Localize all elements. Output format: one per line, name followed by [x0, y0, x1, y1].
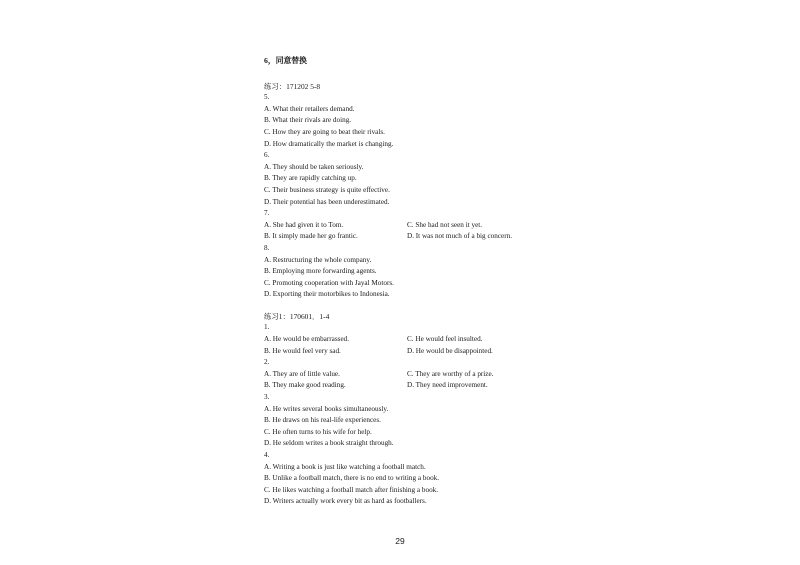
- question-number: 5.: [264, 93, 270, 102]
- option-text: C. He would feel insulted.: [407, 335, 483, 344]
- section-title: 6，同意替换: [264, 56, 307, 65]
- question-number: 1.: [264, 323, 270, 332]
- option-row: [264, 220, 564, 232]
- option-text: A. He would be embarrassed.: [264, 335, 350, 344]
- option-text: D. Exporting their motorbikes to Indonesia.: [264, 290, 390, 299]
- question-number: 4.: [264, 451, 270, 459]
- option-row: [264, 380, 564, 392]
- question-number: 8.: [264, 243, 270, 252]
- option-text: B. It simply made her go frantic.: [264, 232, 358, 241]
- option-text: C. He likes watching a football match after finishing a book.: [264, 485, 439, 494]
- option-text: D. How dramatically the market is changing.: [264, 139, 394, 148]
- option-text: D. It was not much of a big concern.: [407, 232, 512, 241]
- question-number: 2.: [264, 358, 270, 367]
- option-text: B. They make good reading.: [264, 381, 346, 390]
- page-content: [264, 55, 564, 508]
- option-text: C. They are worthy of a prize.: [407, 369, 494, 378]
- option-text: A. They should be taken seriously.: [264, 162, 364, 171]
- option-text: B. Employing more forwarding agents.: [264, 267, 377, 276]
- option-text: A. He writes several books simultaneously.: [264, 404, 389, 413]
- option-text: C. Promoting cooperation with Jayal Motors.: [264, 278, 394, 287]
- option-text: A. They are of little value.: [264, 369, 340, 378]
- option-text: A. Restructuring the whole company.: [264, 255, 372, 264]
- option-text: D. They need improvement.: [407, 381, 488, 390]
- page-number: 29: [395, 536, 405, 546]
- option-text: D. Writers actually work every bit as hard as footballers.: [264, 497, 427, 506]
- practice-heading-2: 练习1：170601．1-4: [264, 311, 330, 321]
- option-text: C. How they are going to beat their rivals.: [264, 127, 385, 136]
- question-number: 3.: [264, 393, 270, 402]
- option-text: C. Their business strategy is quite effective.: [264, 185, 390, 194]
- option-text: A. What their retailers demand.: [264, 104, 355, 113]
- option-text: C. He often turns to his wife for help.: [264, 427, 372, 436]
- practice-heading-1: 练习：171202 5-8: [264, 81, 321, 91]
- option-text: A. She had given it to Tom.: [264, 220, 344, 229]
- option-text: D. He seldom writes a book straight through.: [264, 439, 394, 448]
- question-number: 6.: [264, 151, 270, 160]
- question-number: 7.: [264, 209, 270, 218]
- option-text: B. He draws on his real-life experiences.: [264, 416, 381, 425]
- option-text: C. She had not seen it yet.: [407, 220, 483, 229]
- option-text: D. Their potential has been underestimated.: [264, 197, 390, 206]
- option-row: [264, 231, 564, 243]
- option-text: B. They are rapidly catching up.: [264, 174, 357, 183]
- option-text: B. What their rivals are doing.: [264, 116, 352, 125]
- option-row: [264, 346, 564, 358]
- option-text: A. Writing a book is just like watching a football match.: [264, 462, 426, 471]
- option-text: B. He would feel very sad.: [264, 346, 341, 355]
- option-text: B. Unlike a football match, there is no end to writing a book.: [264, 474, 440, 483]
- option-row: [264, 369, 564, 381]
- option-text: D. He would be disappointed.: [407, 346, 493, 355]
- option-row: [264, 334, 564, 346]
